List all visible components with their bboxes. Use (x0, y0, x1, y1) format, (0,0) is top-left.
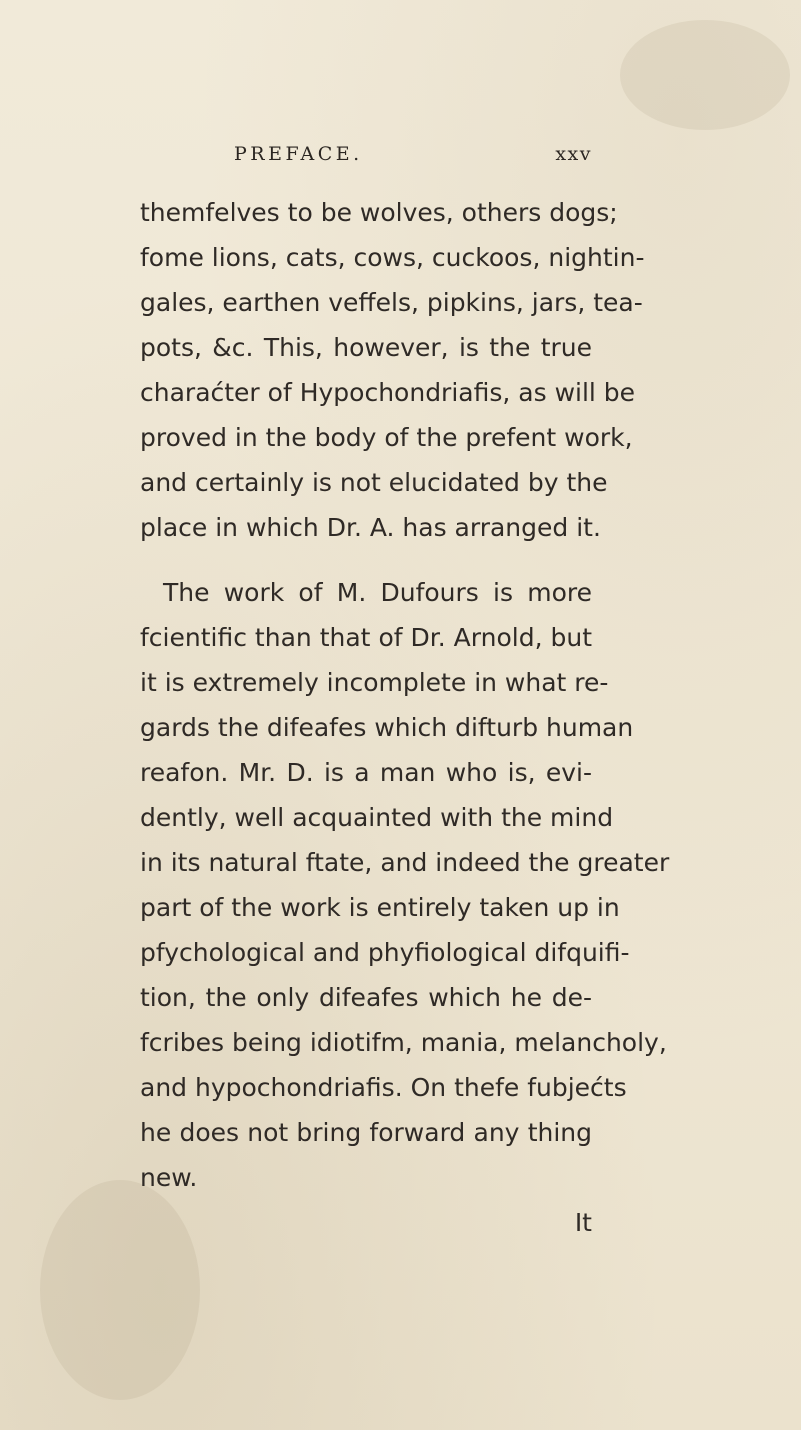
catchword: It (574, 1208, 592, 1237)
text-line: tion, the only difeafes which he de- (140, 983, 592, 1012)
text-line: it is extremely incomplete in what re- (140, 668, 609, 697)
text-line: gales, earthen veffels, pipkins, jars, tea- (140, 288, 643, 317)
text-line: pots, &c. This, however, is the true (140, 333, 592, 362)
text-line: new. (140, 1163, 198, 1192)
text-line: dently, well acquainted with the mind (140, 803, 614, 832)
text-line: place in which Dr. A. has arranged it. (140, 513, 601, 542)
text-line: pfychological and phyfiological difquifi- (140, 938, 630, 967)
text-line: part of the work is entirely taken up in (140, 893, 620, 922)
body-text (140, 190, 670, 1245)
text-line: in its natural ftate, and indeed the greater (140, 848, 670, 877)
text-line: proved in the body of the prefent work, (140, 423, 633, 452)
text-line: fcientific than that of Dr. Arnold, but (140, 623, 592, 652)
paper-stain (620, 20, 790, 130)
text-line: and certainly is not elucidated by the (140, 468, 608, 497)
text-line: fcribes being idiotifm, mania, melancholy, (140, 1028, 667, 1057)
text-line: The work of M. Dufours is more (163, 578, 592, 607)
text-line: reafon. Mr. D. is a man who is, evi- (140, 758, 592, 787)
paragraph (140, 570, 670, 1200)
page-header (234, 143, 592, 173)
text-line: he does not bring forward any thing (140, 1118, 592, 1147)
paragraph (140, 190, 645, 550)
text-line: charaćter of Hypochondriafis, as will be (140, 378, 636, 407)
text-line: gards the difeafes which difturb human (140, 713, 634, 742)
text-line: themfelves to be wolves, others dogs; (140, 198, 618, 227)
running-head: PREFACE. (234, 143, 363, 165)
page-number: xxv (555, 143, 592, 165)
text-line: fome lions, cats, cows, cuckoos, nightin- (140, 243, 645, 272)
text-line: and hypochondriafis. On thefe fubjećts (140, 1073, 627, 1102)
